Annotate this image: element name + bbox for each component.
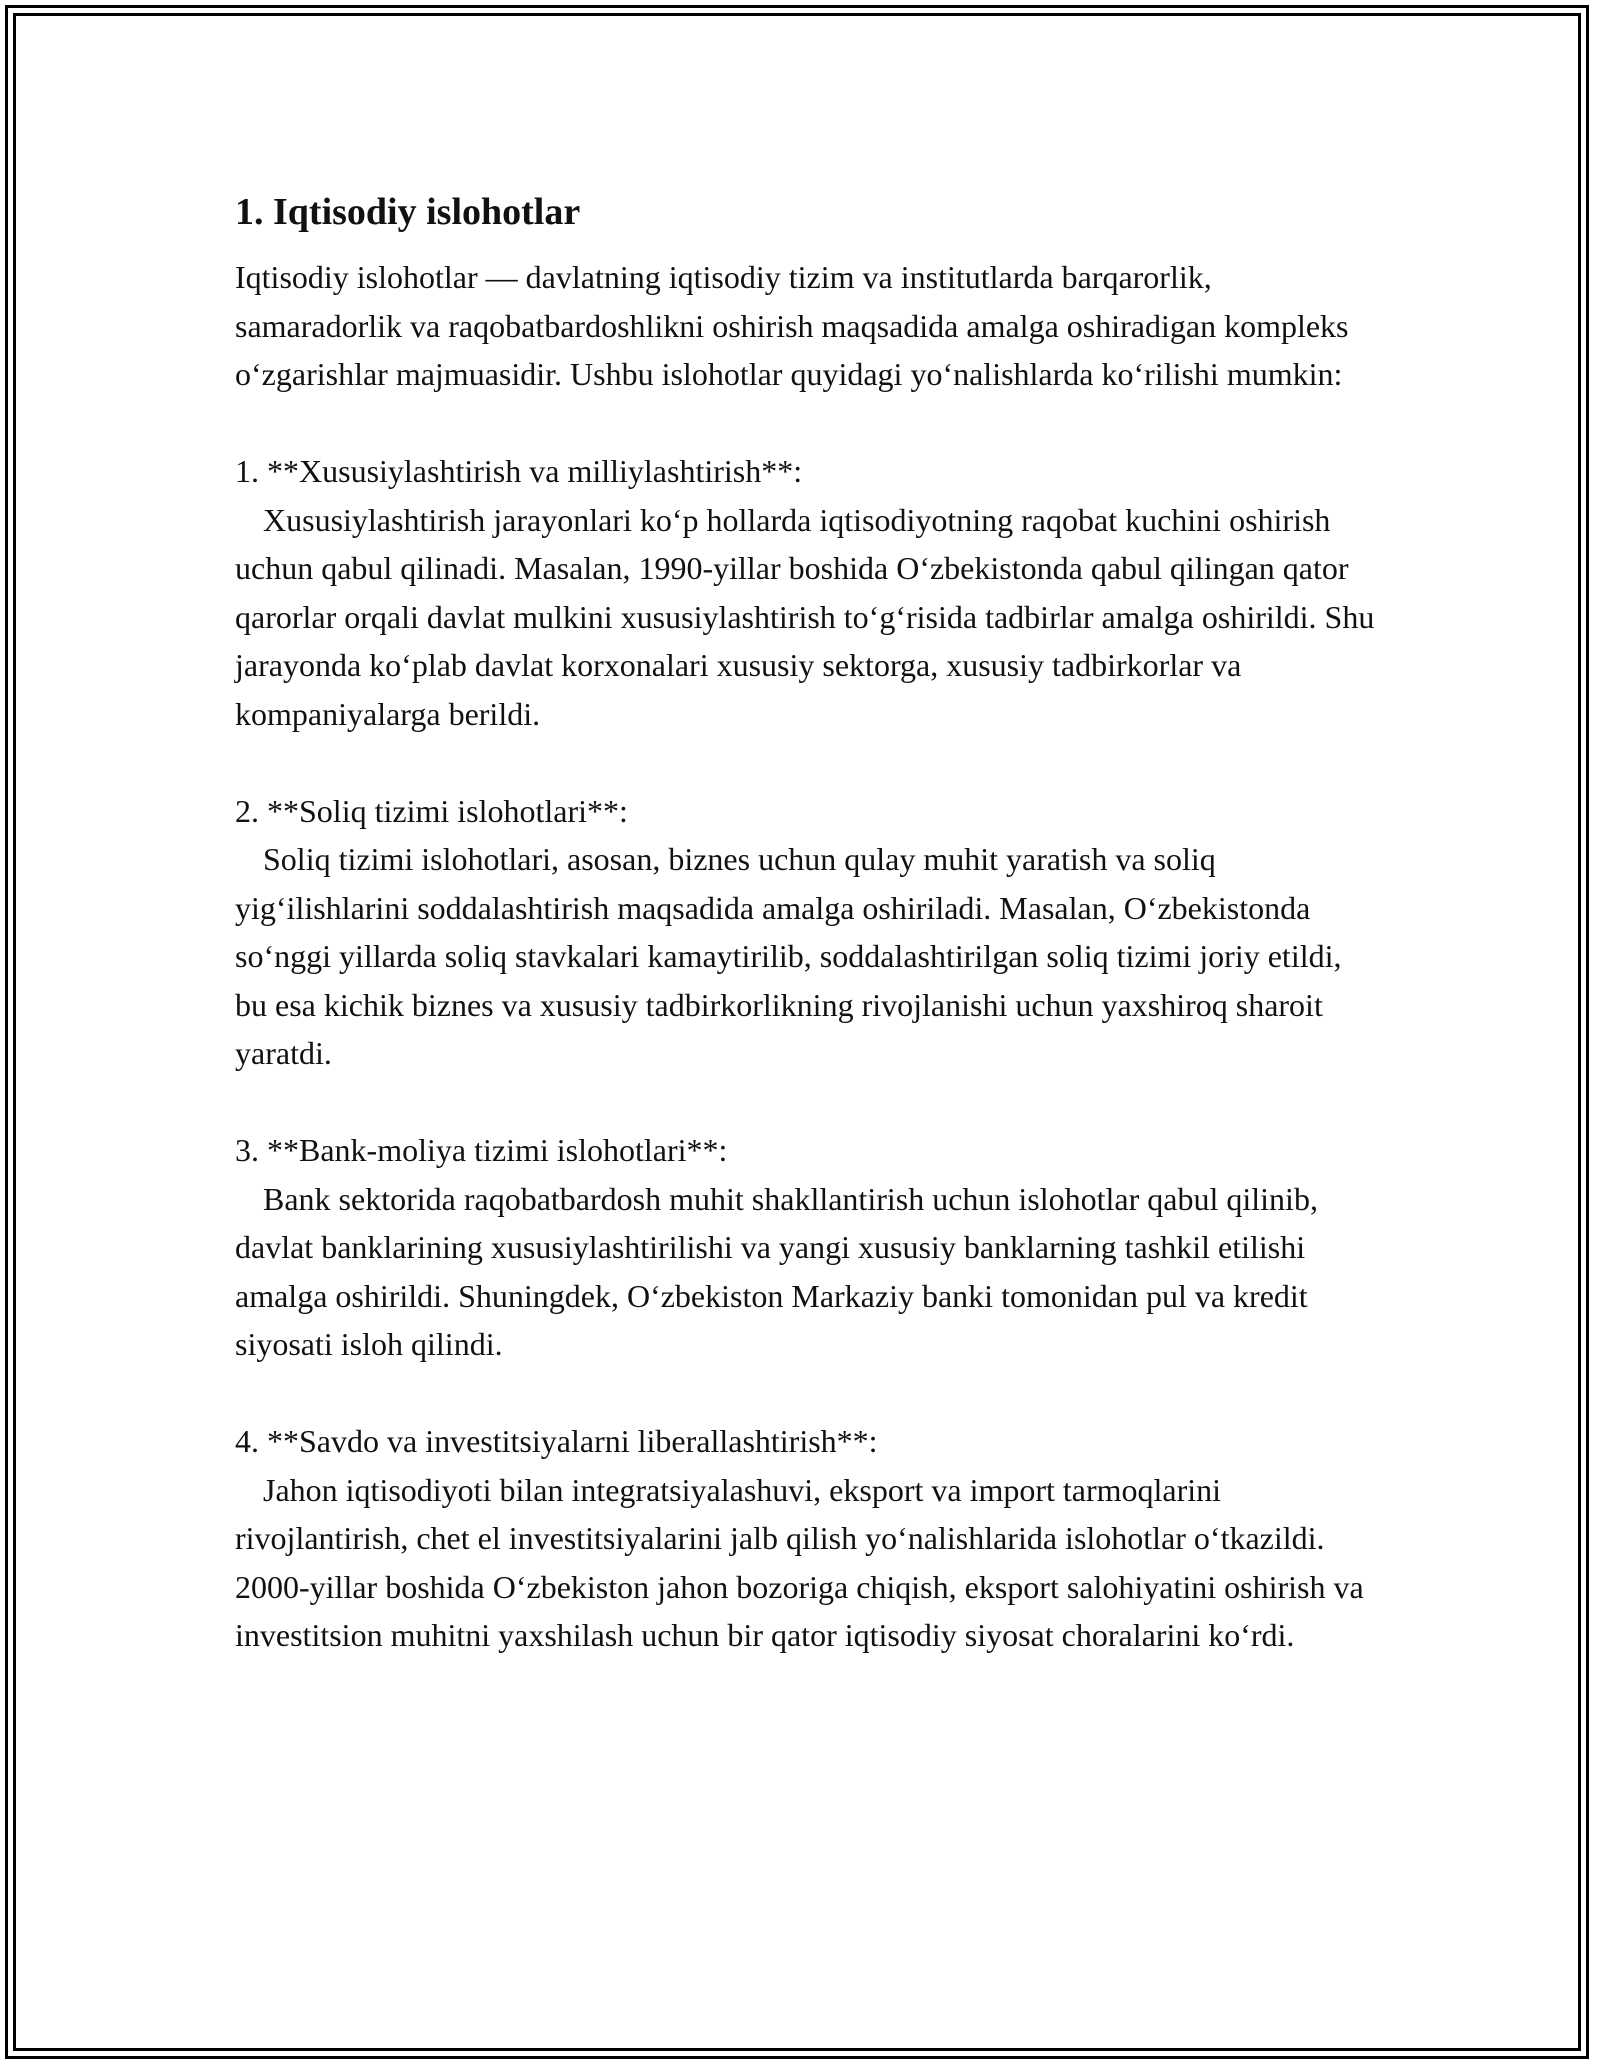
section-privatization bbox=[235, 447, 1375, 738]
document-body bbox=[235, 185, 1375, 1660]
section-body: Bank sektorida raqobatbardosh muhit shakllantirish uchun islohotlar qabul qilinib, davlat banklarining xususiylashtirilishi va yangi xususiy banklarning tashkil etilishi amalga oshirildi. Shuningdek, O‘zbekiston Markaziy banki tomonidan pul va kredit siyosati isloh qilindi. bbox=[235, 1180, 1318, 1362]
section-heading: 4. **Savdo va investitsiyalarni liberallashtirish**: bbox=[235, 1423, 878, 1459]
intro-paragraph: Iqtisodiy islohotlar — davlatning iqtisodiy tizim va institutlarda barqarorlik, samaradorlik va raqobatbardoshlikni oshirish maqsadida amalga oshiradigan kompleks o‘zgarishlar majmuasidir. Ushbu islohotlar quyidagi yo‘nalishlarda ko‘rilishi mumkin: bbox=[235, 259, 1349, 392]
section-trade-liberalization bbox=[235, 1417, 1375, 1660]
section-tax-reform bbox=[235, 787, 1375, 1078]
section-body: Jahon iqtisodiyoti bilan integratsiyalashuvi, eksport va import tarmoqlarini rivojlantirish, chet el investitsiyalarini jalb qilish yo‘nalishlarida islohotlar o‘tkazildi. 2000-yillar boshida O‘zbekiston jahon bozoriga chiqish, eksport salohiyatini oshirish va investitsion muhitni yaxshilash uchun bir qator iqtisodiy siyosat choralarini ko‘rdi. bbox=[235, 1471, 1364, 1653]
section-heading: 2. **Soliq tizimi islohotlari**: bbox=[235, 792, 628, 829]
section-body: Xususiylashtirish jarayonlari ko‘p hollarda iqtisodiyotning raqobat kuchini oshirish uchun qabul qilinadi. Masalan, 1990-yillar boshida O‘zbekistonda qabul qilingan qator qarorlar orqali davlat mulkini xususiylashtirish to‘g‘risida tadbirlar amalga oshirildi. Shu jarayonda ko‘plab davlat korxonalari xususiy sektorga, xususiy tadbirkorlar va kompaniyalarga berildi. bbox=[235, 501, 1375, 732]
section-body: Soliq tizimi islohotlari, asosan, biznes uchun qulay muhit yaratish va soliq yig‘ilishlarini soddalashtirish maqsadida amalga oshiriladi. Masalan, O‘zbekistonda so‘nggi yillarda soliq stavkalari kamaytirilib, soddalashtirilgan soliq tizimi joriy etildi, bu esa kichik biznes va xususiy tadbirkorlikning rivojlanishi uchun yaxshiroq sharoit yaratdi. bbox=[235, 841, 1342, 1071]
document-title: 1. Iqtisodiy islohotlar bbox=[235, 191, 581, 233]
section-banking-reform bbox=[235, 1126, 1375, 1369]
section-heading: 1. **Xususiylashtirish va milliylashtirish**: bbox=[235, 453, 803, 489]
section-heading: 3. **Bank-moliya tizimi islohotlari**: bbox=[235, 1132, 728, 1168]
